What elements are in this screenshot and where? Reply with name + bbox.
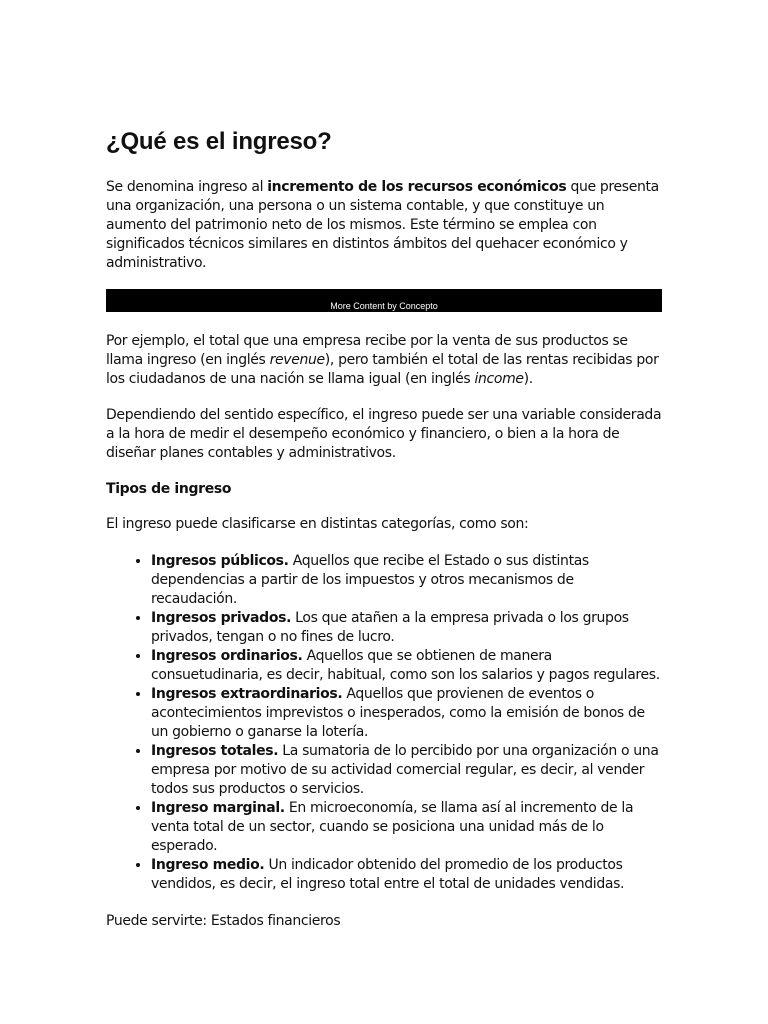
list-item-term: Ingreso marginal. (151, 800, 285, 816)
list-item (151, 647, 662, 685)
intro-text-before: Se denomina ingreso al (106, 179, 268, 195)
income-types-list (106, 552, 662, 894)
section-subtitle: Tipos de ingreso (106, 481, 232, 497)
list-intro-paragraph: El ingreso puede clasificarse en distintas categorías, como son: (106, 516, 529, 532)
example-text-3: ). (523, 371, 533, 387)
list-item (151, 685, 662, 742)
list-item (151, 742, 662, 799)
list-item-term: Ingresos extraordinarios. (151, 686, 343, 702)
example-text-2: ), pero también el total de las rentas recibidas por los ciudadanos de una nación se llama igual (en inglés (106, 352, 659, 387)
list-item-term: Ingresos públicos. (151, 553, 289, 569)
list-item-desc: En microeconomía, se llama así al incremento de la venta total de un sector, cuando se posiciona una unidad más de lo esperado. (151, 800, 634, 854)
list-item-term: Ingresos ordinarios. (151, 648, 303, 664)
intro-bold-term: incremento de los recursos económicos (267, 179, 567, 195)
example-paragraph (106, 332, 662, 389)
list-item (151, 856, 662, 894)
related-link-text[interactable]: Puede servirte: Estados financieros (106, 913, 341, 929)
list-item-term: Ingresos privados. (151, 610, 292, 626)
meaning-paragraph: Dependiendo del sentido específico, el ingreso puede ser una variable considerada a la hora de medir el desempeño económico y financiero, o bien a la hora de diseñar planes contables y administrativos. (106, 407, 662, 461)
example-text-1: Por ejemplo, el total que una empresa recibe por la venta de sus productos se llama ingreso (en inglés (106, 333, 628, 368)
list-item (151, 609, 662, 647)
document-page (106, 126, 662, 931)
example-term-revenue: revenue (269, 352, 325, 368)
list-item (151, 552, 662, 609)
list-item-desc: Aquellos que recibe el Estado o sus distintas dependencias a partir de los impuestos y otros mecanismos de recaudación. (151, 553, 589, 607)
list-item-desc: Aquellos que provienen de eventos o acontecimientos imprevistos o inesperados, como la emisión de bonos de un gobierno o ganarse la lotería. (151, 686, 645, 740)
list-item-term: Ingreso medio. (151, 857, 265, 873)
list-item-desc: Un indicador obtenido del promedio de los productos vendidos, es decir, el ingreso total entre el total de unidades vendidas. (151, 857, 625, 892)
list-item-term: Ingresos totales. (151, 743, 279, 759)
more-content-banner[interactable]: More Content by Concepto (106, 289, 662, 312)
list-item-desc: La sumatoria de lo percibido por una organización o una empresa por motivo de su actividad comercial regular, es decir, al vender todos sus productos o servicios. (151, 743, 659, 797)
list-item-desc: Los que atañen a la empresa privada o los grupos privados, tengan o no fines de lucro. (151, 610, 629, 645)
list-item-desc: Aquellos que se obtienen de manera consuetudinaria, es decir, habitual, como son los salarios y pagos regulares. (151, 648, 660, 683)
intro-text-after: que presenta una organización, una persona o un sistema contable, y que constituye un aumento del patrimonio neto de los mismos. Este término se emplea con significados técnicos similares en distintos ámbitos del quehacer económico y administrativo. (106, 179, 659, 271)
example-term-income: income (474, 371, 524, 387)
list-item (151, 799, 662, 856)
page-title: ¿Qué es el ingreso? (106, 128, 332, 155)
intro-paragraph (106, 178, 662, 273)
